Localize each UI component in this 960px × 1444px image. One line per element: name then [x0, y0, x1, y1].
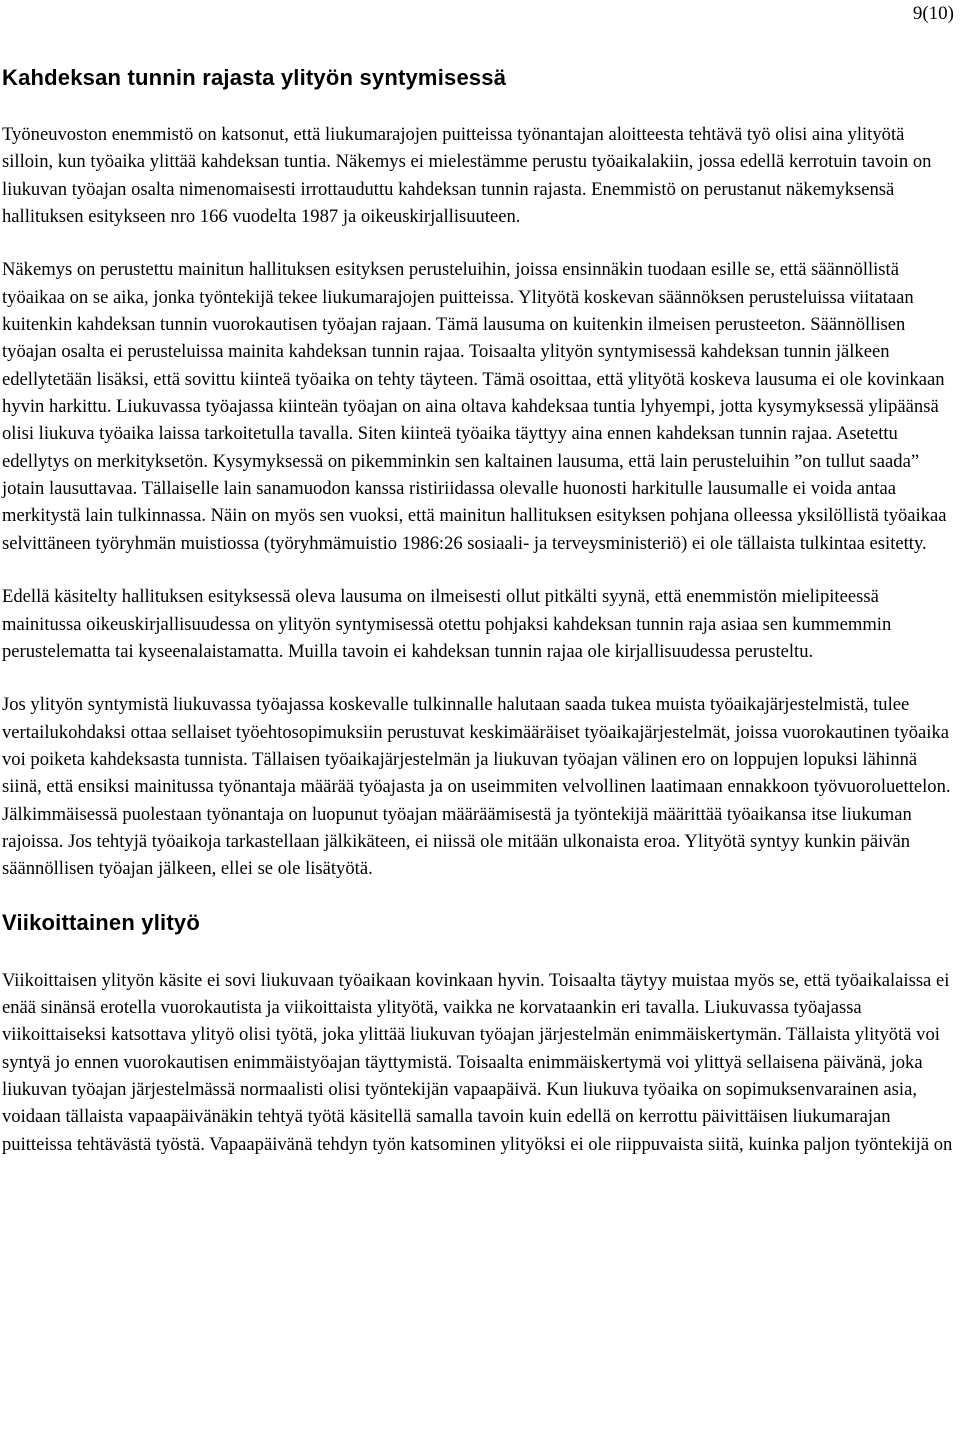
body-paragraph: Näkemys on perustettu mainitun hallituksen esityksen perusteluihin, joissa ensinnäkin tuodaan esille se, että säännöllistä työaikaa on se aika, jonka työntekijä tekee liukumarajojen puitteissa. Ylityötä koskevan säännöksen perusteluissa viitataan kuitenkin kahdeksan tunnin vuorokautisen työajan rajaan. Tämä lausuma on kuitenkin ilmeisen perusteeton. Säännöllisen työajan osalta ei perusteluissa mainita kahdeksan tunnin rajaa. Toisaalta ylityön syntymisessä kahdeksan tunnin jälkeen edellytetään lisäksi, että sovittu kiinteä työaika on tehty täyteen. Tämä osoittaa, että ylityötä koskeva lausuma ei ole kovinkaan hyvin harkittu. Liukuvassa työajassa kiinteän työajan on aina oltava kahdeksaa tuntia lyhyempi, jotta kysymyksessä ylipäänsä olisi liukuva työaika laissa tarkoitetulla tavalla. Siten kiinteä työaika täyttyy aina ennen kahdeksan tunnin rajaa. Asetettu edellytys on merkityksetön. Kysymyksessä on pikemminkin sen kaltainen lausuma, että lain perusteluihin ”on tullut saada” jotain lausuttavaa. Tällaiselle lain sanamuodon kanssa ristiriidassa olevalle huonosti harkitulle lausumalle ei voida antaa merkitystä lain tulkinnassa. Näin on myös sen vuoksi, että mainitun hallituksen esityksen pohjana olleessa yksilöllistä työaikaa selvittäneen työryhmän muistiossa (työryhmämuistio 1986:26 sosiaali- ja terveysministeriö) ei ole tällaista tulkintaa esitetty. [2, 259, 947, 554]
section-heading: Kahdeksan tunnin rajasta ylityön syntymisessä [2, 65, 507, 90]
body-paragraph: Edellä käsitelty hallituksen esityksessä oleva lausuma on ilmeisesti ollut pitkälti syynä, että enemmistön mielipiteessä mainitussa oikeuskirjallisuudessa on ylityön syntymisessä otettu pohjaksi kahdeksan tunnin raja asiaa sen kummemmin perustelematta tai kyseenalaistamatta. Muilla tavoin ei kahdeksan tunnin rajaa ole kirjallisuudessa perusteltu. [2, 586, 892, 662]
body-paragraph: Jos ylityön syntymistä liukuvassa työajassa koskevalle tulkinnalle halutaan saada tukea muista työaikajärjestelmistä, tulee vertailukohdaksi ottaa sellaiset työehtosopimuksiin perustuvat keskimääräiset työaikajärjestelmät, joissa vuorokautinen työaika voi poiketa kahdeksasta tunnista. Tällaisen työaikajärjestelmän ja liukuvan työajan välinen ero on loppujen lopuksi lähinnä siinä, että ensiksi mainitussa työnantaja määrää työajasta ja on useimmiten velvollinen laatimaan ennakkoon työvuoroluettelon. Jälkimmäisessä puolestaan työnantaja on luopunut työajan määräämisestä ja työntekijä määrittää työaikansa itse liukuman rajoissa. Jos tehtyjä työaikoja tarkastellaan jälkikäteen, ei niissä ole mitään ulkonaista eroa. Ylityötä syntyy kunkin päivän säännöllisen työajan jälkeen, ellei se ole lisätyötä. [2, 694, 951, 880]
body-paragraph: Työneuvoston enemmistö on katsonut, että liukumarajojen puitteissa työnantajan aloitteesta tehtävä työ olisi aina ylityötä silloin, kun työaika ylittää kahdeksan tuntia. Näkemys ei mielestämme perustu työaikalakiin, jossa edellä kerrotuin tavoin on liukuvan työajan osalta nimenomaisesti irrottauduttu kahdeksan tunnin rajasta. Enemmistö on perustanut näkemyksensä hallituksen esitykseen nro 166 vuodelta 1987 ja oikeuskirjallisuuteen. [2, 124, 932, 228]
section-weekly-overtime [2, 909, 957, 1158]
body-paragraph: Viikoittaisen ylityön käsite ei sovi liukuvaan työaikaan kovinkaan hyvin. Toisaalta täytyy muistaa myös se, että työaikalaissa ei enää sinänsä erotella vuorokautista ja viikoittaista ylityötä, vaikka ne korvataankin eri tavalla. Liukuvassa työajassa viikoittaiseksi katsottava ylityö olisi työtä, joka ylittää liukuvan työajan järjestelmän enimmäiskertymän. Tällaista ylityötä voi syntyä jo ennen vuorokautisen enimmäistyöajan täyttymistä. Toisaalta enimmäiskertymä voi ylittyä sellaisena päivänä, joka liukuvan työajan järjestelmässä normaalisti olisi työntekijän vapaapäivä. Kun liukuva työaika on sopimuksenvarainen asia, voidaan tällaista vapaapäivänäkin tehtyä työtä käsitellä samalla tavoin kuin edellä on kerrottu päivittäisen liukumarajan puitteissa tehtävästä työstä. Vapaapäivänä tehdyn työn katsominen ylityöksi ei ole riippuvaista siitä, kuinka paljon työntekijä on [2, 969, 953, 1155]
section-heading: Viikoittainen ylityö [2, 909, 200, 935]
page-content [2, 64, 957, 1158]
section-eight-hour-limit [2, 64, 957, 883]
page-number: 9(10) [912, 3, 954, 24]
